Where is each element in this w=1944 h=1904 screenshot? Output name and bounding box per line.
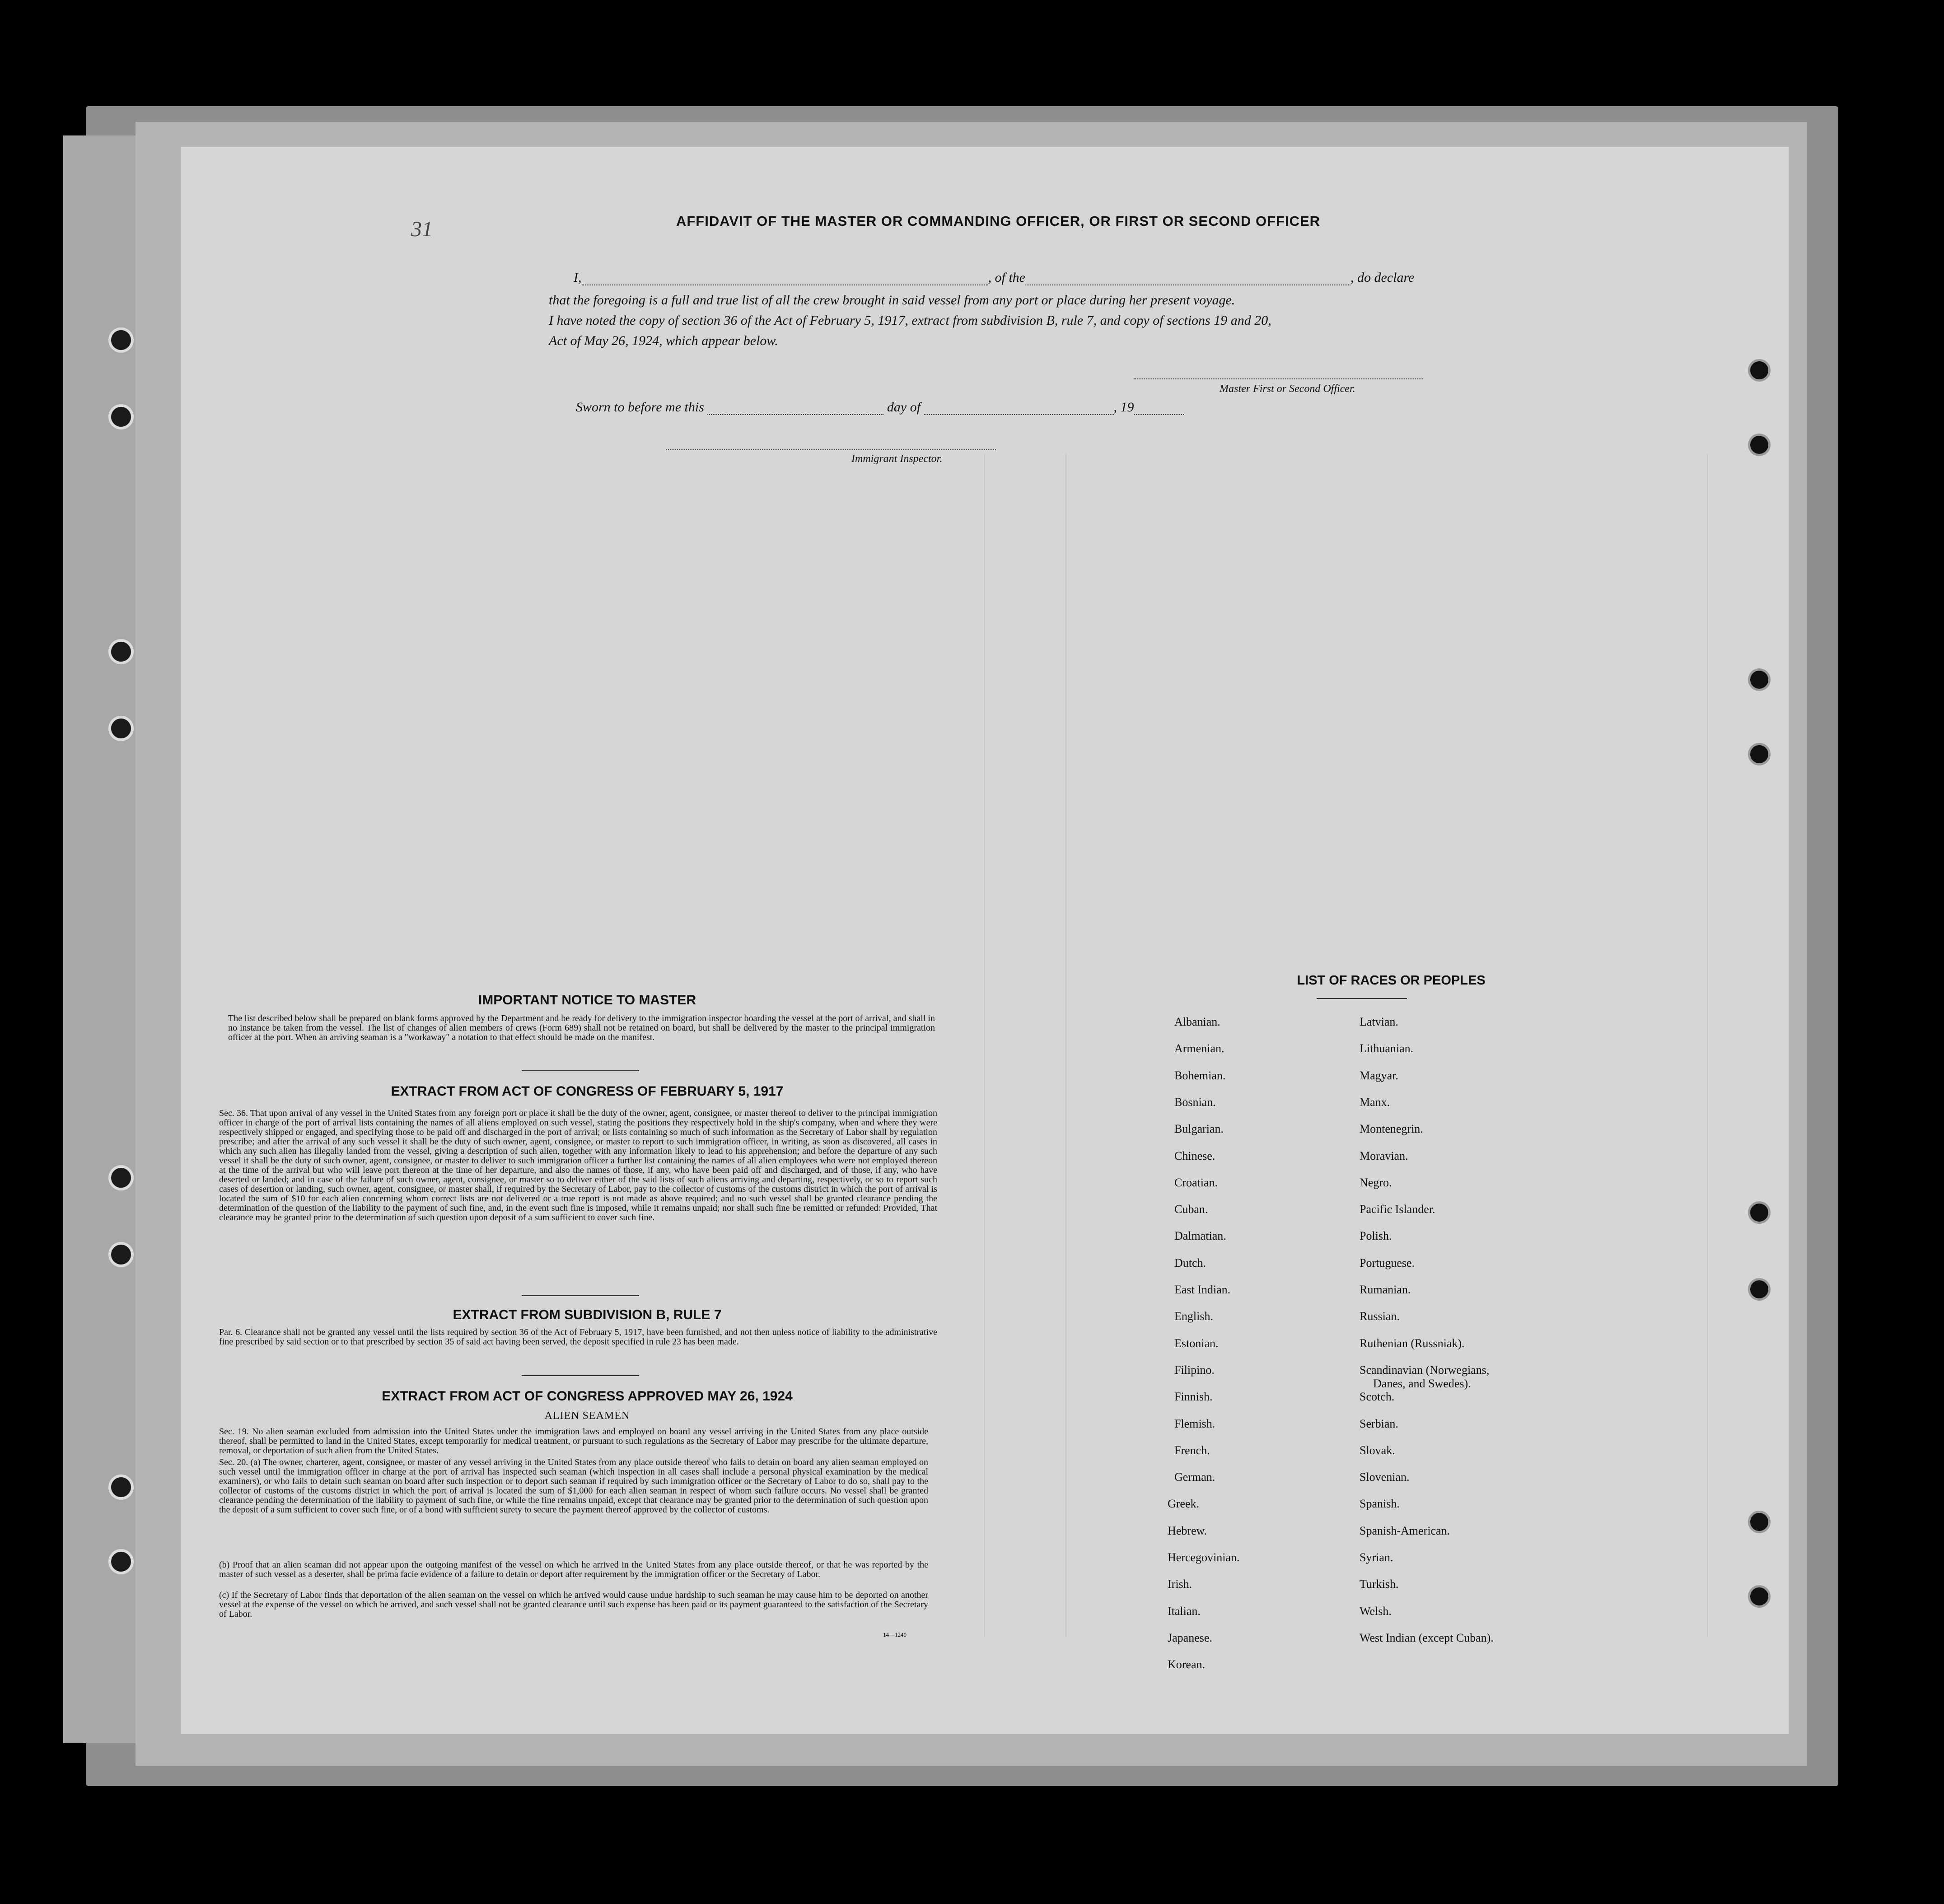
race-item: Magyar. (1360, 1069, 1398, 1082)
race-item: Turkish. (1360, 1577, 1399, 1591)
race-item: Ruthenian (Russniak). (1360, 1336, 1465, 1350)
race-item: Scotch. (1360, 1390, 1395, 1404)
race-item: Estonian. (1174, 1336, 1219, 1350)
binding-hole (1748, 359, 1771, 382)
master-label: Master First or Second Officer. (1220, 383, 1355, 395)
race-item: Serbian. (1360, 1417, 1398, 1430)
race-item: Welsh. (1360, 1604, 1392, 1618)
inspector-label: Immigrant Inspector. (851, 453, 943, 465)
race-item: Bosnian. (1174, 1095, 1216, 1109)
race-item: Dutch. (1174, 1256, 1206, 1269)
races-heading: LIST OF RACES OR PEOPLES (1297, 973, 1486, 988)
race-item: Moravian. (1360, 1149, 1408, 1162)
alien-seamen-subheading: ALIEN SEAMEN (544, 1410, 630, 1422)
extract-rule7-heading: EXTRACT FROM SUBDIVISION B, RULE 7 (453, 1307, 722, 1322)
race-item: Rumanian. (1360, 1283, 1411, 1296)
race-item: Russian. (1360, 1310, 1400, 1323)
race-item: Croatian. (1174, 1176, 1218, 1189)
binding-hole (108, 1165, 134, 1190)
binding-hole (108, 716, 134, 741)
race-item: Montenegrin. (1360, 1122, 1423, 1136)
form-number: 14—1240 (883, 1631, 907, 1638)
race-item: Greek. (1168, 1497, 1200, 1511)
binding-hole (1748, 1201, 1771, 1224)
binding-hole (108, 639, 134, 664)
divider (522, 1070, 639, 1071)
page-number: 31 (411, 217, 433, 241)
divider (522, 1295, 639, 1296)
inspector-signature-line (666, 449, 996, 450)
race-item: Spanish. (1360, 1497, 1400, 1511)
divider (1317, 998, 1407, 999)
affidavit-line-2: that the foregoing is a full and true list of all the crew brought in said vessel from any port or place during her present voyage. (549, 293, 1235, 308)
race-item: Manx. (1360, 1095, 1390, 1109)
divider (522, 1375, 639, 1376)
binding-hole (108, 1475, 134, 1500)
race-item: Danes, and Swedes). (1373, 1377, 1471, 1390)
affidavit-line-4: Act of May 26, 1924, which appear below. (549, 333, 778, 348)
race-item: Italian. (1168, 1604, 1201, 1618)
race-item: Albanian. (1174, 1015, 1220, 1028)
race-item: German. (1174, 1470, 1215, 1484)
extract-1924-sec20a: Sec. 20. (a) The owner, charterer, agent, consignee, or master of any vessel arriving in the United States from any place outside thereof who fails to detain on board any alien seaman employed on such vessel until the immigration officer in charge at the port of arrival has inspected such seaman (which inspection in all cases shall include a personal physical examination by the medical examiners), or who fails to detain such seaman on board after such inspection or to deport such seaman if required by such immigration officer or the Secretary of Labor to do so, shall pay to the collector of customs of the customs district in which the port of arrival is located the sum of $1,000 for each alien seaman in respect of whom such failure occurs. No vessel shall be granted clearance pending the determination of the liability to payment of such fine, or while the fine remains unpaid, except that clearance may be granted prior to the determination of such question upon the deposit of a sum sufficient to cover such fine, or of a bond with sufficient surety to secure the payment thereof approved by the collector of customs. (219, 1457, 928, 1515)
extract-rule7-text: Par. 6. Clearance shall not be granted any vessel until the lists required by section 36 of the Act of February 5, 1917, have been furnished, and not then unless notice of liability to the administrative fine prescribed by said section or to that prescribed by section 35 of said act having been served, the deposit specified in rule 23 has been made. (219, 1327, 937, 1347)
race-item: Bulgarian. (1174, 1122, 1224, 1136)
binding-hole (1748, 743, 1771, 765)
binding-hole (1748, 668, 1771, 691)
race-item: Cuban. (1174, 1203, 1208, 1216)
race-item: Scandinavian (Norwegians, (1360, 1363, 1490, 1377)
race-item: Bohemian. (1174, 1069, 1226, 1082)
extract-1924-sec20b: (b) Proof that an alien seaman did not appear upon the outgoing manifest of the vessel on which he arrived in the United States from any place outside thereof, or that he was reported by the master of such vessel as a deserter, shall be prima facie evidence of a failure to detain or deport after requirement by the immigration officer or the Secretary of Labor. (219, 1560, 928, 1579)
master-signature-line (1134, 378, 1423, 379)
notice-text: The list described below shall be prepared on blank forms approved by the Department and be ready for delivery to the immigration inspector boarding the vessel at the port of arrival, and shall in no instance be taken from the vessel. The list of changes of alien members of crews (Form 689) shall not be retained on board, but shall be delivered by the master to the principal immigration officer at the port. When an arriving seaman is a "workaway" a notation to that effect should be made on the manifest. (228, 1013, 935, 1042)
extract-1924-sec19: Sec. 19. No alien seaman excluded from admission into the United States under the immigration laws and employed on board any vessel arriving in the United States from any place outside thereof, shall be permitted to land in the United States, except temporarily for medical treatment, or pursuant to such regulations as the Secretary of Labor may prescribe for the ultimate departure, removal, or deportation of such alien from the United States. (219, 1427, 928, 1456)
affidavit-line-1: I, , of the , do declare (574, 270, 1415, 285)
race-item: Irish. (1168, 1577, 1192, 1591)
extract-1924-heading: EXTRACT FROM ACT OF CONGRESS APPROVED MAY 26, 1924 (382, 1389, 793, 1404)
race-item: Spanish-American. (1360, 1524, 1450, 1537)
race-item: Portuguese. (1360, 1256, 1415, 1269)
race-item: Armenian. (1174, 1042, 1224, 1055)
notice-heading: IMPORTANT NOTICE TO MASTER (478, 993, 696, 1008)
race-item: West Indian (except Cuban). (1360, 1631, 1494, 1644)
extract-1924-sec20c: (c) If the Secretary of Labor finds that deportation of the alien seaman on the vessel on which he arrived would cause undue hardship to such seaman he may cause him to be deported on another vessel at the expense of the vessel on which he arrived, and such vessel shall not be granted clearance until such expense has been paid or its payment guaranteed to the satisfaction of the Secretary of Labor. (219, 1590, 928, 1619)
race-item: Slovenian. (1360, 1470, 1410, 1484)
race-item: English. (1174, 1310, 1213, 1323)
binding-hole (108, 327, 134, 353)
binding-hole (1748, 1585, 1771, 1608)
affidavit-title: AFFIDAVIT OF THE MASTER OR COMMANDING OFFICER, OR FIRST OR SECOND OFFICER (676, 213, 1321, 229)
race-item: Korean. (1168, 1658, 1206, 1671)
binding-hole (1748, 1278, 1771, 1301)
race-item: Negro. (1360, 1176, 1392, 1189)
race-item: Slovak. (1360, 1443, 1395, 1457)
binding-hole (108, 1549, 134, 1574)
race-item: Polish. (1360, 1229, 1392, 1243)
race-item: Flemish. (1174, 1417, 1215, 1430)
race-item: Latvian. (1360, 1015, 1398, 1028)
binding-hole (1748, 1511, 1771, 1533)
binding-hole (108, 404, 134, 429)
race-item: Hebrew. (1168, 1524, 1207, 1537)
race-item: Dalmatian. (1174, 1229, 1226, 1243)
sworn-line: Sworn to before me this day of , 19 (576, 400, 1184, 415)
race-item: Pacific Islander. (1360, 1203, 1435, 1216)
race-item: Lithuanian. (1360, 1042, 1414, 1055)
race-item: East Indian. (1174, 1283, 1231, 1296)
race-item: Chinese. (1174, 1149, 1215, 1162)
extract-1917-heading: EXTRACT FROM ACT OF CONGRESS OF FEBRUARY 5, 1917 (391, 1084, 784, 1099)
extract-1917-text: Sec. 36. That upon arrival of any vessel in the United States from any foreign port or place it shall be the duty of the owner, agent, consignee, or master thereof to deliver to the principal immigration officer in charge of the port of arrival lists containing the names of all aliens employed on such vessel, stating the positions they respectively hold in the ship's company, when and where they were respectively shipped or engaged, and specifying those to be paid off and discharged in the port of arrival; or lists containing so much of such information as the Secretary of Labor shall by regulation prescribe; and after the arrival of any such vessel it shall be the duty of such owner, agent, consignee, or master to report to such immigration officer, in writing, as soon as discovered, all cases in which any such alien has illegally landed from the vessel, giving a description of such alien, together with any information likely to lead to his apprehension; and before the departure of any such vessel it shall be the duty of such owner, agent, consignee, or master to deliver to such immigration officer a further list containing the names of all alien employees who were not employed thereon at the time of the arrival but who will leave port thereon at the time of her departure, and also the names of those, if any, who have been paid off and discharged, and of those, if any, who have deserted or landed; and in case of the failure of such owner, agent, consignee, or master so to deliver either of the said lists of such aliens arriving and departing, respectively, or so to report such cases of desertion or landing, such owner, agent, consignee, or master shall, if required by the Secretary of Labor, pay to the collector of customs of the customs district in which the port of arrival is located the sum of $10 for each alien concerning whom correct lists are not delivered or a true report is not made as above required; and no such vessel shall be granted clearance pending the determination of the question of the liability to the payment of such fine, and, in the event such fine is imposed, while it remains unpaid; nor shall such fine be remitted or refunded: Provided, That clearance may be granted prior to the determination of such question upon deposit of a sum sufficient to cover such fine. (219, 1108, 937, 1223)
race-item: Filipino. (1174, 1363, 1215, 1377)
race-item: French. (1174, 1443, 1210, 1457)
race-item: Syrian. (1360, 1551, 1393, 1564)
race-item: Japanese. (1168, 1631, 1212, 1644)
binding-hole (108, 1242, 134, 1267)
race-item: Finnish. (1174, 1390, 1213, 1404)
binding-hole (1748, 434, 1771, 456)
race-item: Hercegovinian. (1168, 1551, 1240, 1564)
affidavit-line-3: I have noted the copy of section 36 of the Act of February 5, 1917, extract from subdivision B, rule 7, and copy of sections 19 and 20, (549, 313, 1271, 328)
